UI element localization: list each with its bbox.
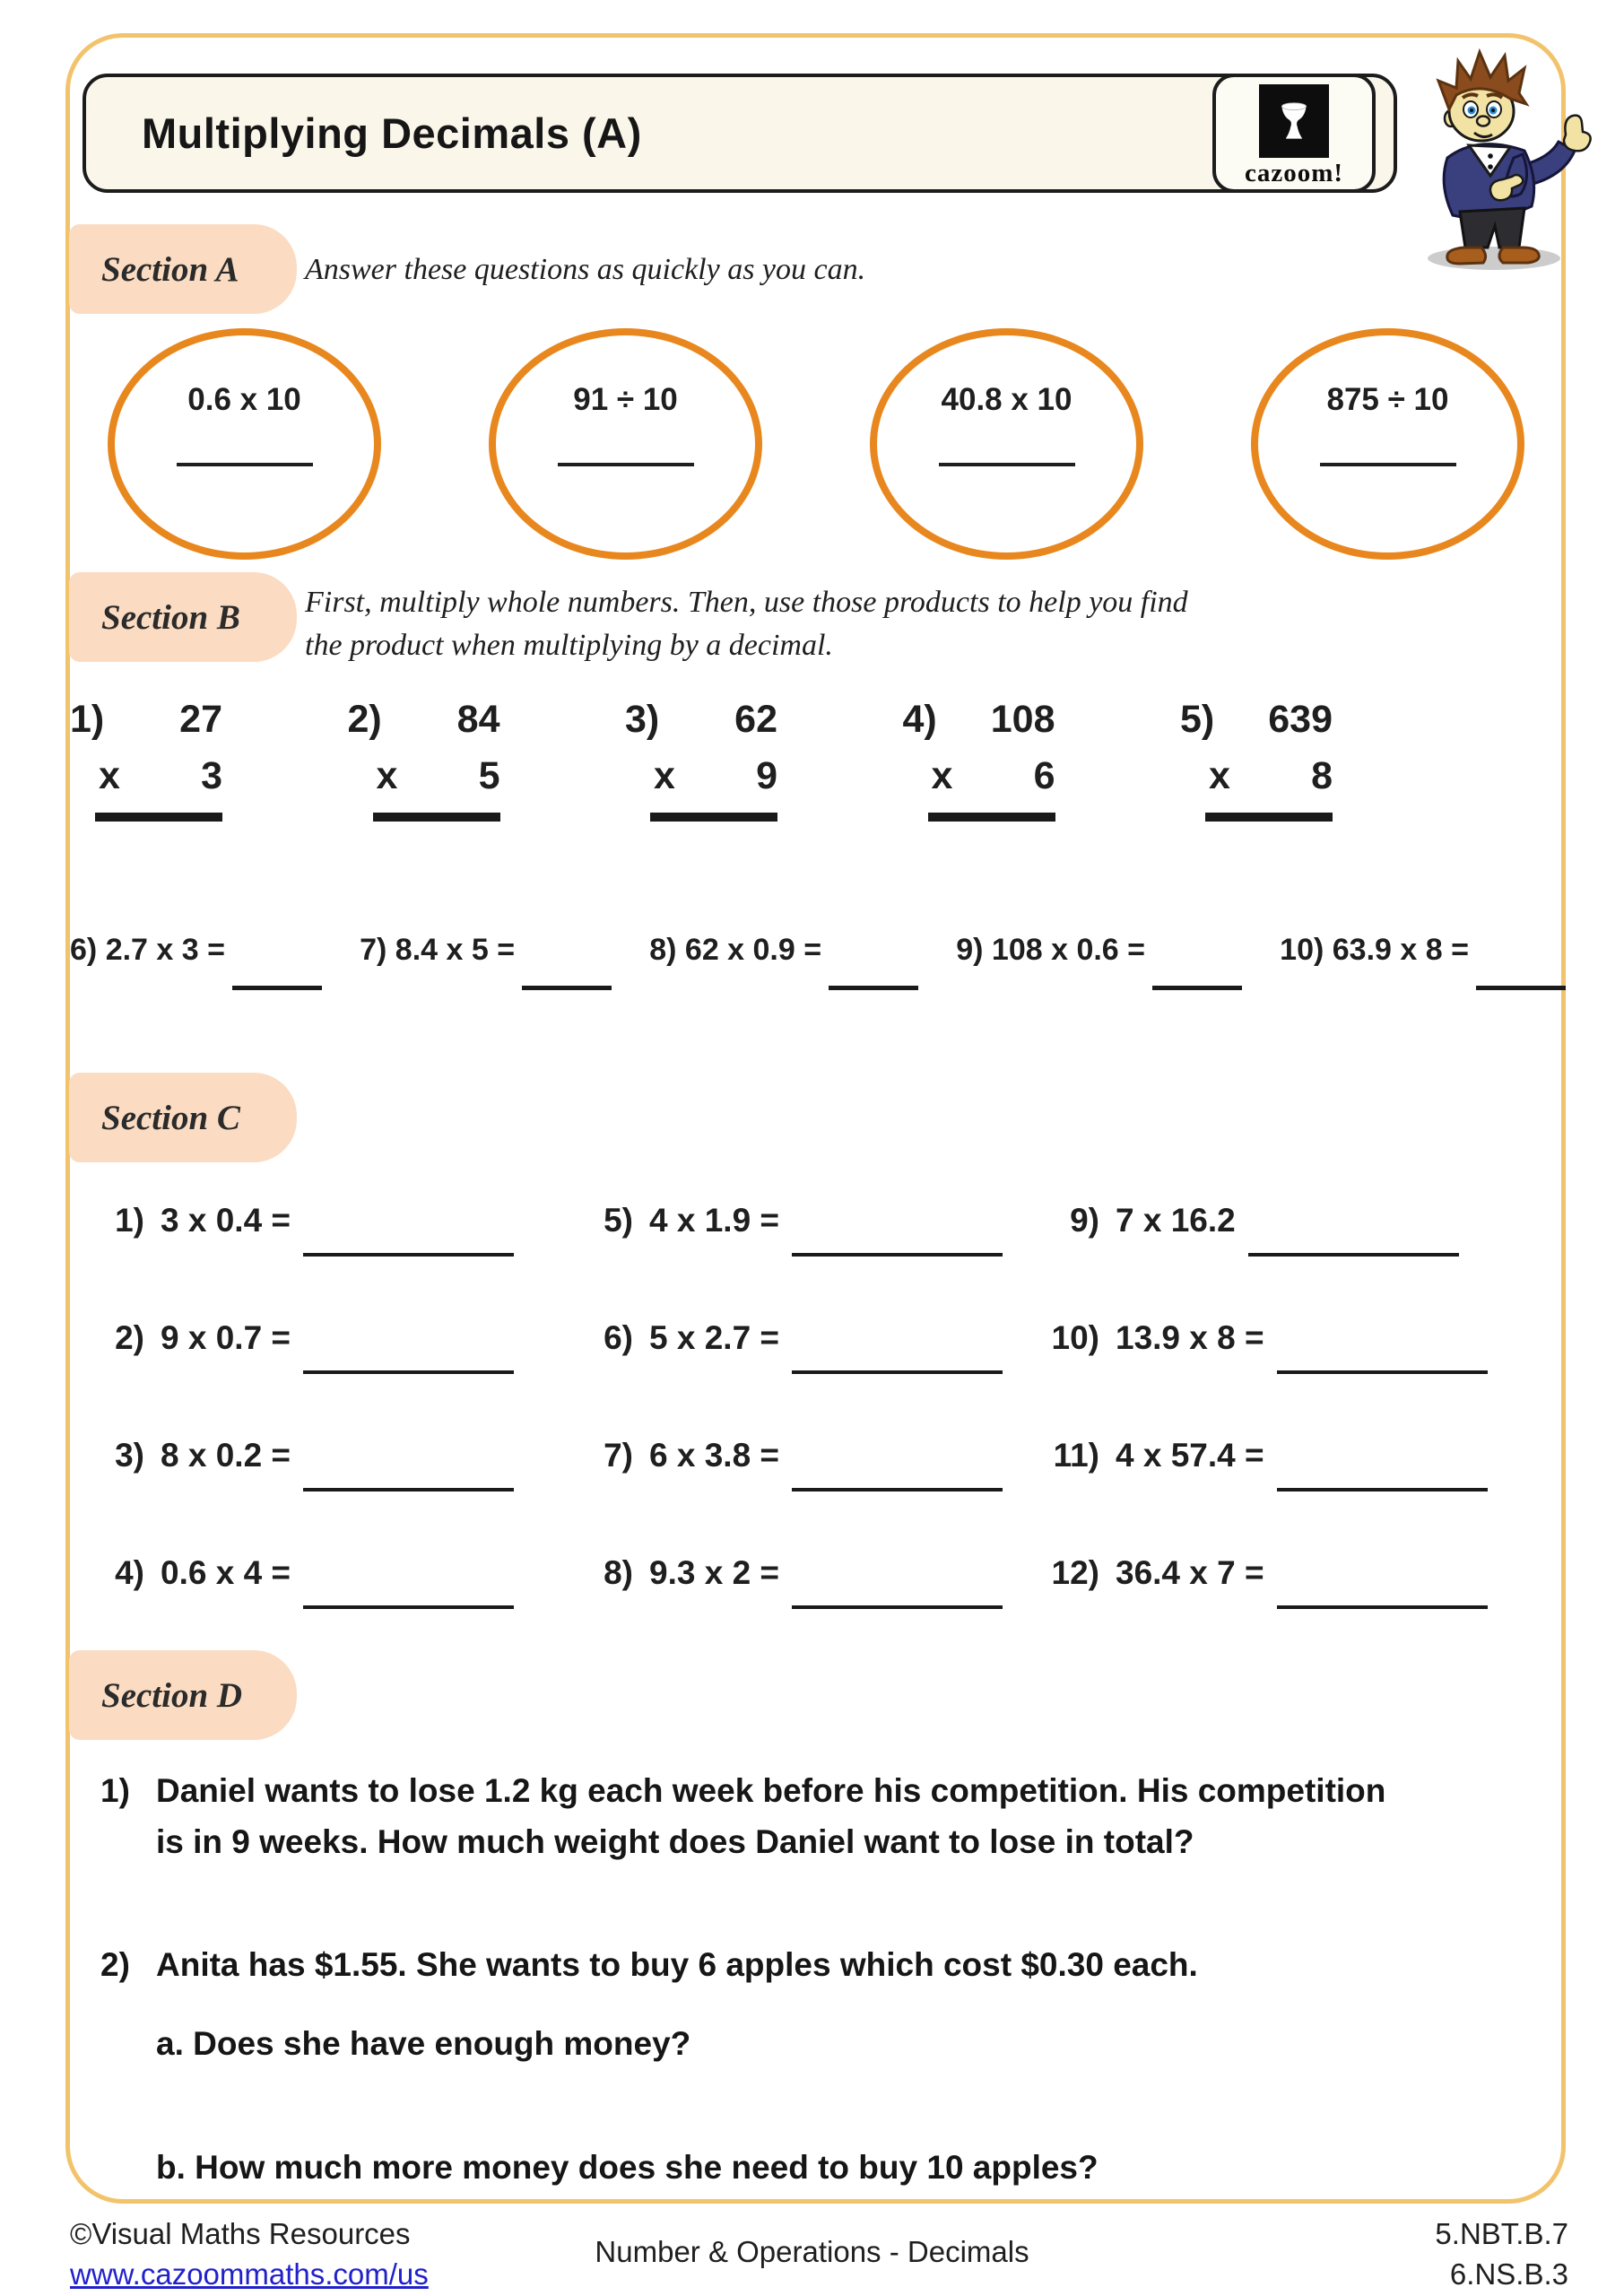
multiplicand: 639 [1268, 698, 1333, 741]
answer-line [1277, 1488, 1488, 1492]
answer-line [792, 1370, 1003, 1374]
section-b-inline-problems [70, 933, 1559, 968]
problem-number: 1) [70, 698, 105, 741]
problem-expression: 91 ÷ 10 [573, 382, 678, 417]
answer-line [303, 1253, 514, 1257]
section-a-instruction: Answer these questions as quickly as you can. [305, 253, 866, 286]
problem [1040, 1319, 1538, 1437]
word-problem-2a: a. Does she have enough money? [156, 2025, 691, 2062]
problem [574, 1437, 1040, 1554]
answer-line [1152, 986, 1242, 990]
problem-number: 3) [115, 1437, 144, 1474]
section-b-instruction-line2: the product when multiplying by a decimal. [305, 629, 833, 662]
answer-line [792, 1605, 1003, 1609]
problem-text-line2: is in 9 weeks. How much weight does Daniel want to lose in total? [156, 1823, 1194, 1860]
problem-number: 6) [70, 933, 98, 967]
problem-number: 1) [115, 1202, 144, 1239]
problem-number: 2) [347, 698, 382, 741]
problem-expression: 6 x 3.8 = [649, 1437, 780, 1474]
problem [574, 1202, 1040, 1319]
inline-problem [649, 933, 911, 968]
section-a-label: Section A [69, 224, 297, 314]
answer-line [177, 463, 313, 466]
problem-text-line1: Daniel wants to lose 1.2 kg each week before his competition. His competition [156, 1772, 1386, 1809]
problem-number: 2) [100, 1946, 130, 1983]
multiplicand: 108 [990, 698, 1055, 741]
answer-line [1277, 1370, 1488, 1374]
problem-expression: 62 x 0.9 = [684, 933, 822, 967]
problem-text: Anita has $1.55. She wants to buy 6 apples which cost $0.30 each. [156, 1946, 1198, 1983]
answer-line [522, 986, 612, 990]
multiplier: 6 [1033, 754, 1055, 797]
section-b-vertical-problems [70, 698, 1333, 822]
worksheet-title-box [83, 74, 1397, 193]
problem [1040, 1202, 1538, 1319]
problem-expression: 36.4 x 7 = [1116, 1554, 1264, 1591]
vertical-problem [348, 698, 500, 822]
word-problem-2b: b. How much more money does she need to buy 10 apples? [156, 2149, 1099, 2186]
multiplier: 5 [478, 754, 500, 797]
multiplier: 9 [756, 754, 777, 797]
inline-problem [70, 933, 315, 968]
problem-expression: 3 x 0.4 = [161, 1202, 291, 1239]
problem-expression: 9 x 0.7 = [161, 1319, 291, 1356]
problem-expression: 875 ÷ 10 [1326, 382, 1449, 417]
vertical-problem [625, 698, 777, 822]
answer-line [232, 986, 322, 990]
problem-number: 8) [604, 1554, 633, 1591]
problem-number: 1) [100, 1772, 130, 1809]
standard-code-2: 6.NS.B.3 [1449, 2257, 1568, 2291]
problem-expression: 108 x 0.6 = [991, 933, 1146, 967]
problem-number: 12) [1051, 1554, 1099, 1591]
problem-number: 7) [360, 933, 387, 967]
inline-problem [1280, 933, 1559, 968]
problem-number: 7) [604, 1437, 633, 1474]
answer-line [558, 463, 694, 466]
mascot-boy-illustration [1388, 43, 1612, 279]
answer-line [939, 463, 1075, 466]
answer-line [1320, 463, 1456, 466]
multiply-sign: x [931, 754, 953, 797]
problem-number: 10) [1051, 1319, 1099, 1356]
problem-expression: 8.4 x 5 = [395, 933, 516, 967]
oval-problem [108, 328, 381, 560]
answer-line [1248, 1253, 1459, 1257]
answer-line [1277, 1605, 1488, 1609]
problem-number: 5) [604, 1202, 633, 1239]
answer-line [303, 1488, 514, 1492]
problem [85, 1319, 574, 1437]
cazoom-logo-text: cazoom! [1244, 159, 1344, 187]
page-title: Multiplying Decimals (A) [142, 109, 642, 157]
problem [1040, 1554, 1538, 1672]
vertical-problem [903, 698, 1055, 822]
oval-problem [489, 328, 762, 560]
multiplicand: 84 [456, 698, 500, 741]
inline-problem [360, 933, 604, 968]
cazoom-logo-box [1212, 74, 1376, 193]
footer-topic: Number & Operations - Decimals [595, 2235, 1029, 2268]
problem-expression: 9.3 x 2 = [649, 1554, 780, 1591]
problem [85, 1437, 574, 1554]
answer-line [792, 1253, 1003, 1257]
cazoom-logo-drum-icon [1259, 84, 1329, 158]
multiplicand: 27 [179, 698, 222, 741]
answer-line [303, 1370, 514, 1374]
problem [85, 1202, 574, 1319]
answer-line [928, 813, 1055, 822]
problem [574, 1319, 1040, 1437]
problem [1040, 1437, 1538, 1554]
answer-line [792, 1488, 1003, 1492]
problem-number: 9) [956, 933, 984, 967]
oval-problem [1251, 328, 1524, 560]
multiply-sign: x [376, 754, 398, 797]
answer-line [373, 813, 500, 822]
standard-code-1: 5.NBT.B.7 [1435, 2217, 1568, 2250]
problem-number: 4) [115, 1554, 144, 1591]
problem-number: 11) [1053, 1437, 1099, 1474]
problem-expression: 2.7 x 3 = [105, 933, 225, 967]
problem-number: 3) [625, 698, 660, 741]
multiplicand: 62 [734, 698, 777, 741]
answer-line [1476, 986, 1566, 990]
problem-number: 2) [115, 1319, 144, 1356]
problem-number: 4) [902, 698, 937, 741]
vertical-problem [70, 698, 222, 822]
problem-number: 9) [1070, 1202, 1099, 1239]
problem-expression: 0.6 x 4 = [161, 1554, 291, 1591]
oval-problem [870, 328, 1143, 560]
problem-expression: 40.8 x 10 [941, 382, 1073, 417]
answer-line [650, 813, 777, 822]
problem-expression: 5 x 2.7 = [649, 1319, 780, 1356]
word-problem-2 [100, 1939, 1198, 1990]
copyright-text: ©Visual Maths Resources [70, 2217, 411, 2250]
vertical-problem [1180, 698, 1333, 822]
problem-expression: 63.9 x 8 = [1332, 933, 1469, 967]
problem-expression: 8 x 0.2 = [161, 1437, 291, 1474]
problem-number: 5) [1180, 698, 1215, 741]
answer-line [1205, 813, 1333, 822]
word-problem-1 [100, 1765, 1385, 1867]
answer-line [829, 986, 918, 990]
problem-expression: 7 x 16.2 [1116, 1202, 1236, 1239]
section-c-problems [85, 1202, 1538, 1672]
problem-number: 10) [1280, 933, 1324, 967]
multiply-sign: x [654, 754, 675, 797]
problem-number: 6) [604, 1319, 633, 1356]
problem-number: 8) [649, 933, 677, 967]
problem-expression: 13.9 x 8 = [1116, 1319, 1264, 1356]
problem-expression: 4 x 1.9 = [649, 1202, 780, 1239]
section-c-label: Section C [69, 1073, 297, 1162]
website-link[interactable]: www.cazoommaths.com/us [70, 2257, 429, 2291]
problem-expression: 4 x 57.4 = [1116, 1437, 1264, 1474]
multiplier: 3 [201, 754, 222, 797]
section-b-label: Section B [69, 572, 297, 662]
multiplier: 8 [1311, 754, 1333, 797]
multiply-sign: x [99, 754, 120, 797]
problem-expression: 0.6 x 10 [187, 382, 301, 417]
answer-line [303, 1605, 514, 1609]
section-b-instruction [305, 581, 1188, 667]
problem-text [156, 1765, 1385, 1867]
section-d-label: Section D [69, 1650, 297, 1740]
answer-line [95, 813, 222, 822]
inline-problem [956, 933, 1235, 968]
section-b-instruction-line1: First, multiply whole numbers. Then, use those products to help you find [305, 586, 1188, 619]
multiply-sign: x [1209, 754, 1230, 797]
footer-standards [1435, 2213, 1568, 2294]
problem [574, 1554, 1040, 1672]
section-a-problems [108, 328, 1524, 560]
